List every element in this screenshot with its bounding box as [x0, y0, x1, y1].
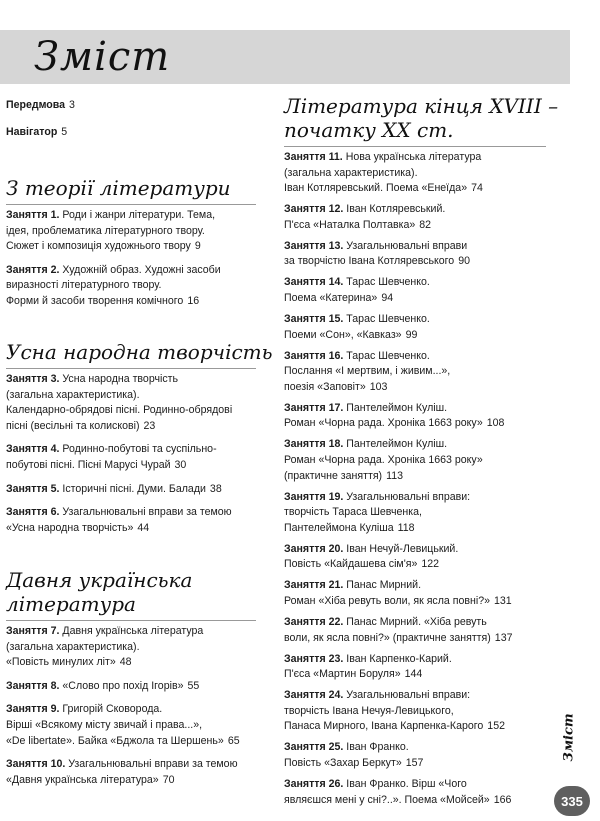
toc-entry[interactable]	[284, 401, 546, 432]
toc-entry-line: (загальна характеристика).	[6, 388, 140, 401]
toc-entry-text: Іван Карпенко-Карий.	[346, 652, 452, 665]
toc-entry-last-line	[284, 521, 546, 537]
toc-entry-last-line	[6, 734, 266, 750]
toc-entry-text: Усна народна творчість	[62, 373, 179, 385]
toc-entry-text: Нова українська література	[345, 151, 482, 163]
toc-entry[interactable]	[284, 688, 546, 735]
toc-entry-line: виразності літературного твору.	[6, 279, 162, 292]
toc-entry-title: Пантелеймона Куліша	[284, 521, 394, 534]
toc-entry[interactable]	[6, 208, 266, 255]
toc-entry-label: Заняття 17.	[284, 401, 344, 414]
toc-entry-first-line	[284, 275, 546, 291]
toc-entry-title: Роман «Чорна рада. Хроніка 1663 року»	[284, 417, 483, 430]
toc-entry[interactable]	[284, 542, 546, 573]
toc-entry-last-line	[284, 631, 546, 647]
section-heading: З теорії літератури	[6, 176, 231, 200]
toc-entry-title: Роман «Хіба ревуть воли, як ясла повні?»	[284, 594, 490, 607]
toc-page-number: 152	[487, 720, 505, 733]
toc-entry-text: Тарас Шевченко.	[346, 349, 430, 362]
toc-entry-text: Тарас Шевченко.	[346, 313, 430, 325]
toc-page-number: 113	[386, 469, 403, 482]
toc-entry[interactable]	[6, 263, 266, 310]
toc-entry[interactable]	[6, 624, 266, 671]
toc-entry-title: за творчістю Івана Котляревського	[284, 255, 455, 268]
toc-entry-title: П'єса «Мартин Боруля»	[284, 668, 401, 681]
front-matter-title: Навігатор	[6, 126, 58, 138]
toc-entry-last-line	[284, 756, 546, 772]
section-heading: Усна народна творчість	[6, 340, 273, 364]
toc-entry-text: Іван Котляревський.	[346, 203, 446, 216]
toc-entry-last-line	[6, 458, 266, 474]
toc-entry-line: Послання «І мертвим, і живим...»,	[284, 365, 451, 378]
toc-entry-line: Календарно-обрядові пісні. Родинно-обрядові	[6, 404, 233, 417]
toc-entry-first-line	[6, 208, 266, 224]
front-matter-line	[6, 125, 266, 141]
toc-page-number: 137	[494, 631, 513, 644]
toc-entry-last-line	[284, 218, 546, 234]
toc-entry[interactable]	[284, 239, 546, 270]
toc-entry-title: поезія «Заповіт»	[284, 380, 366, 393]
toc-entry-text: Тарас Шевченко.	[346, 276, 430, 289]
toc-entry-first-line	[284, 542, 546, 558]
toc-entry-first-line	[6, 442, 266, 458]
toc-entry-last-line	[284, 469, 546, 485]
toc-entry-text: Іван Нечуй-Левицький.	[346, 542, 459, 555]
toc-page-number: 118	[397, 521, 415, 534]
toc-entry[interactable]	[284, 615, 546, 646]
toc-entry[interactable]	[284, 202, 546, 233]
toc-page-number: 9	[194, 240, 201, 253]
toc-entry-first-line	[284, 150, 546, 166]
toc-entry-label: Заняття 23.	[284, 652, 344, 665]
toc-entry-last-line	[6, 521, 266, 537]
toc-entry-text: Григорій Сковорода.	[62, 703, 163, 716]
toc-page-number: 94	[381, 291, 394, 304]
toc-entry-line: (загальна характеристика).	[284, 166, 418, 179]
toc-entry-title: Форми й засоби творення комічного	[6, 294, 184, 307]
toc-entry-text: Узагальнювальні вправи	[346, 239, 468, 252]
toc-page-number: 144	[404, 668, 423, 681]
toc-entry-line: творчість Тараса Шевченка,	[284, 506, 422, 519]
front-matter-title: Передмова	[6, 99, 66, 111]
toc-entry-label: Заняття 12.	[284, 203, 344, 216]
toc-entry-title: пісні (весільні та колискові)	[6, 419, 140, 432]
toc-entry-text: Давня українська література	[62, 625, 204, 637]
toc-entry-label: Заняття 7.	[6, 625, 60, 637]
toc-entry-first-line	[6, 702, 266, 718]
toc-entry-title: П'єса «Наталка Полтавка»	[284, 218, 416, 231]
toc-entry-title: (практичне заняття)	[284, 469, 383, 482]
toc-entry-text: Роди і жанри літератури. Тема,	[62, 209, 216, 221]
toc-page-number: 131	[493, 594, 512, 607]
toc-entry-title: «Повість минулих літ»	[6, 656, 116, 669]
toc-entry-line: Вірші «Всякому місту звичай і права...»,	[6, 718, 203, 731]
toc-entry-first-line	[284, 312, 546, 328]
toc-entry-first-line	[6, 372, 266, 388]
toc-entry-title: воли, як ясла повні?» (практичне заняття)	[284, 631, 491, 644]
toc-entry-label: Заняття 21.	[284, 579, 344, 592]
toc-page-number: 48	[119, 656, 132, 669]
toc-page-number: 70	[162, 773, 175, 786]
toc-entry-title: «Усна народна творчість»	[6, 521, 134, 534]
toc-entry-first-line	[6, 263, 266, 279]
toc-entry-label: Заняття 5.	[6, 482, 60, 495]
toc-entry-title: Іван Котляревський. Поема «Енеїда»	[284, 182, 468, 195]
toc-entry-last-line	[6, 294, 266, 310]
side-section-tab	[560, 700, 582, 780]
toc-entry-first-line	[284, 777, 546, 793]
toc-entry-last-line	[284, 667, 546, 683]
toc-entry[interactable]	[284, 490, 546, 537]
toc-entry[interactable]	[6, 372, 266, 434]
toc-entry-label: Заняття 6.	[6, 506, 60, 519]
toc-entry-label: Заняття 3.	[6, 373, 60, 385]
toc-entry[interactable]	[284, 349, 546, 396]
toc-entry[interactable]	[284, 312, 546, 343]
toc-entry-text: Панас Мирний. «Хіба ревуть	[346, 616, 487, 628]
toc-entry-title: побутові пісні. Пісні Марусі Чурай	[6, 458, 171, 471]
toc-page-number: 5	[61, 126, 68, 138]
toc-page-number: 30	[174, 458, 187, 471]
toc-entry[interactable]	[284, 578, 546, 609]
page-number-badge: 335	[554, 786, 590, 816]
toc-entry-text: Родинно-побутові та суспільно-	[62, 443, 217, 456]
toc-entry-line: творчість Івана Нечуя-Левицького,	[284, 704, 454, 717]
toc-entry-label: Заняття 19.	[284, 490, 344, 503]
page-title: Зміст	[34, 34, 171, 80]
toc-page-number: 108	[486, 417, 505, 430]
toc-entry[interactable]	[284, 652, 546, 683]
toc-entry-last-line	[6, 239, 266, 255]
toc-entry-first-line	[284, 490, 546, 506]
toc-entry-text: Художній образ. Художні засоби	[62, 263, 221, 276]
toc-entry-text: Пантелеймон Куліш.	[346, 401, 448, 414]
toc-entry-label: Заняття 15.	[284, 313, 344, 325]
toc-entry-last-line	[284, 291, 546, 307]
toc-entry-first-line	[284, 688, 546, 704]
toc-page-number: 122	[421, 558, 440, 571]
section-heading-rule	[6, 620, 256, 621]
toc-entry-title: являєшся мені у сні?..». Поема «Мойсей»	[284, 793, 490, 806]
toc-entry-label: Заняття 4.	[6, 443, 60, 456]
toc-page-number: 3	[69, 99, 75, 111]
toc-entry-line: ідея, проблематика літературного твору.	[6, 224, 205, 237]
toc-entry-title: Поеми «Сон», «Кавказ»	[284, 328, 402, 341]
toc-entry[interactable]	[6, 442, 266, 473]
front-matter-entry[interactable]	[6, 98, 266, 114]
toc-entry-label: Заняття 16.	[284, 349, 344, 362]
section-heading-rule	[6, 204, 256, 205]
toc-entry-label: Заняття 26.	[284, 778, 344, 790]
section-heading: Давня українська література	[6, 568, 193, 616]
toc-entry-title: «Давня українська література»	[6, 773, 159, 786]
toc-entry[interactable]	[284, 777, 546, 808]
toc-entry-label: Заняття 11.	[284, 151, 343, 163]
toc-entry-title: «De libertate». Байка «Бджола та Шершень»	[6, 734, 224, 747]
toc-page-number: 82	[419, 218, 432, 231]
toc-entry-label: Заняття 22.	[284, 616, 344, 628]
toc-entry-text: Іван Франко.	[346, 741, 409, 754]
toc-entry-text: Узагальнювальні вправи:	[346, 689, 471, 702]
toc-entry-last-line	[6, 655, 266, 671]
toc-page-number: 157	[405, 756, 424, 769]
toc-entry-last-line	[284, 557, 546, 573]
toc-entry-line: Роман «Чорна рада. Хроніка 1663 року»	[284, 453, 483, 466]
toc-entry-text: Узагальнювальні вправи за темою	[62, 506, 232, 519]
toc-entry[interactable]	[6, 482, 266, 498]
section-heading: Література кінця XVIII –	[284, 94, 559, 118]
toc-entry-text: Узагальнювальні вправи:	[346, 490, 471, 503]
toc-entry-title: Повість «Кайдашева сім'я»	[284, 558, 418, 571]
toc-page-number: 166	[493, 793, 512, 806]
toc-entry[interactable]	[284, 437, 546, 484]
toc-entry[interactable]	[6, 505, 266, 536]
toc-page-number: 99	[405, 328, 418, 341]
toc-entry-text: Історичні пісні. Думи. Балади	[62, 482, 206, 495]
toc-entry-first-line	[284, 652, 546, 668]
toc-entry-first-line	[284, 578, 546, 594]
toc-entry-label: Заняття 24.	[284, 689, 344, 702]
toc-entry-last-line	[284, 416, 546, 432]
toc-entry-text: Узагальнювальні вправи за темою	[68, 758, 238, 771]
toc-entry-first-line	[284, 239, 546, 255]
toc-entry-last-line	[284, 328, 546, 344]
toc-entry-title	[6, 680, 183, 692]
toc-entry[interactable]	[6, 679, 266, 695]
toc-entry-label: Заняття 9.	[6, 703, 60, 716]
toc-page-number: 74	[471, 182, 483, 195]
toc-entry-first-line	[6, 505, 266, 521]
front-matter-entry[interactable]	[6, 125, 266, 141]
toc-entry-last-line	[6, 482, 266, 498]
toc-entry-title: Повість «Захар Беркут»	[284, 756, 402, 769]
toc-entry-last-line	[6, 773, 266, 789]
toc-entry-label: Заняття 1.	[6, 209, 60, 221]
toc-entry[interactable]	[284, 150, 546, 197]
side-section-label: Зміст	[561, 713, 577, 762]
toc-page-number: 90	[458, 255, 470, 268]
toc-entry-first-line	[6, 757, 266, 773]
section-heading-rule	[284, 146, 546, 147]
toc-entry[interactable]	[6, 702, 266, 749]
toc-entry[interactable]	[284, 740, 546, 771]
toc-entry-text: «Слово про похід Ігорів»	[62, 679, 184, 692]
toc-entry-label: Заняття 25.	[284, 741, 344, 754]
toc-page-number: 44	[137, 521, 150, 534]
toc-entry-label: Заняття 10.	[6, 758, 66, 771]
toc-entry-title: Сюжет і композиція художнього твору	[6, 240, 191, 253]
toc-entry-text: Пантелеймон Куліш.	[346, 438, 448, 451]
toc-entry-label: Заняття 2.	[6, 263, 60, 276]
toc-page-number: 16	[187, 294, 200, 307]
toc-entry-last-line	[284, 719, 546, 735]
toc-page-number: 55	[187, 679, 200, 692]
toc-entry-last-line	[284, 793, 546, 809]
toc-page-number: 65	[227, 734, 240, 747]
section-heading-continued: початку XX ст.	[284, 118, 454, 142]
toc-page-number: 103	[369, 380, 388, 393]
toc-entry[interactable]	[6, 757, 266, 788]
toc-entry-first-line	[284, 740, 546, 756]
toc-entry-line: (загальна характеристика).	[6, 640, 140, 653]
toc-entry-first-line	[284, 202, 546, 218]
toc-entry-label: Заняття 14.	[284, 276, 344, 289]
toc-entry-first-line	[284, 437, 546, 453]
toc-entry-title	[6, 483, 206, 495]
toc-entry-last-line	[6, 419, 266, 435]
toc-entry-first-line	[284, 615, 546, 631]
toc-entry-title: Поема «Катерина»	[284, 291, 378, 304]
toc-entry-first-line	[6, 624, 266, 640]
toc-page-number: 23	[143, 419, 156, 432]
toc-entry-last-line	[284, 380, 546, 396]
toc-page-number: 38	[209, 482, 222, 495]
toc-entry[interactable]	[284, 275, 546, 306]
toc-entry-last-line	[284, 594, 546, 610]
toc-entry-first-line	[284, 349, 546, 365]
front-matter-line	[6, 98, 266, 114]
toc-entry-label: Заняття 13.	[284, 239, 344, 252]
toc-entry-last-line	[284, 181, 546, 197]
toc-entry-label: Заняття 20.	[284, 542, 344, 555]
section-heading-rule	[6, 368, 256, 369]
toc-entry-first-line	[284, 401, 546, 417]
toc-entry-label: Заняття 18.	[284, 438, 344, 451]
toc-entry-last-line	[6, 679, 266, 695]
toc-entry-label: Заняття 8.	[6, 679, 60, 692]
toc-entry-title: Панаса Мирного, Івана Карпенка-Карого	[284, 720, 484, 733]
toc-entry-text: Панас Мирний.	[346, 579, 422, 592]
toc-entry-last-line	[284, 254, 546, 270]
toc-entry-text: Іван Франко. Вірш «Чого	[346, 778, 467, 790]
